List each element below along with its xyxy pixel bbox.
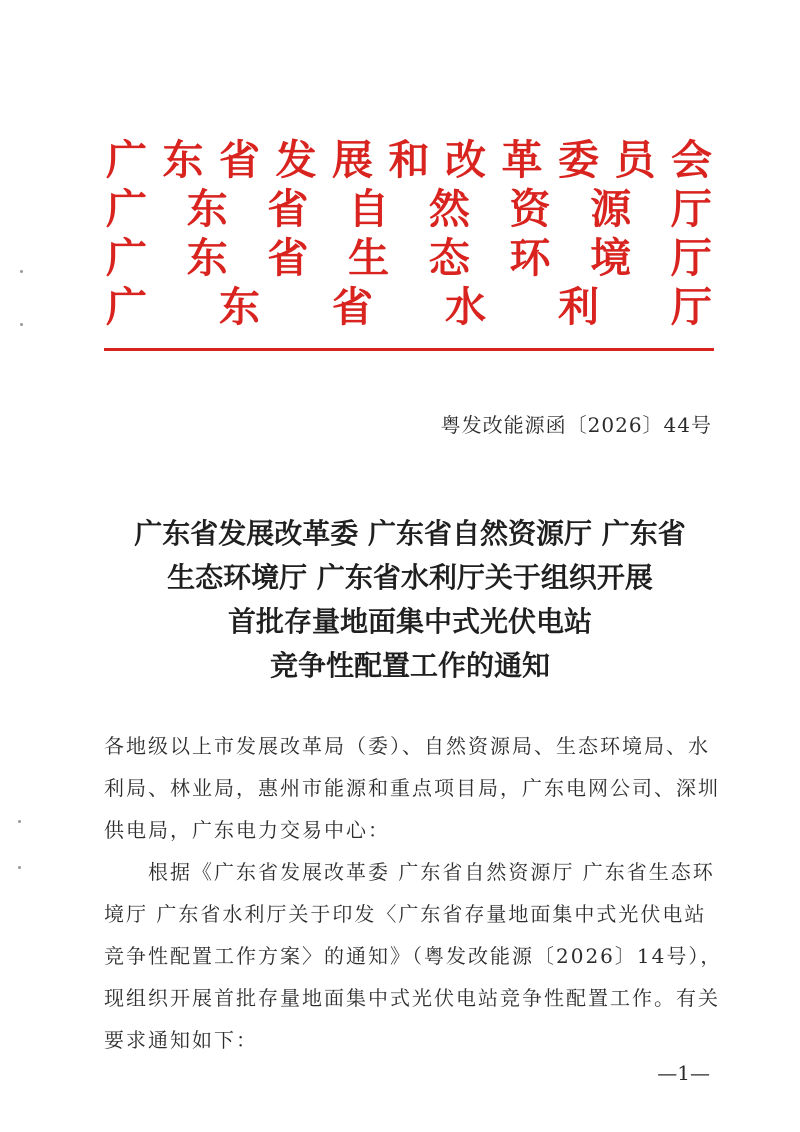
title-line: 广东省发展改革委 广东省自然资源厅 广东省 <box>134 517 686 550</box>
issuer-char: 境 <box>590 233 632 282</box>
issuer-char: 和 <box>388 135 430 184</box>
issuer-char: 发 <box>275 135 317 184</box>
issuer-char: 委 <box>558 135 599 184</box>
body-line: 要求通知如下： <box>104 1028 258 1052</box>
red-divider <box>104 348 714 351</box>
issuer-char: 环 <box>509 233 551 282</box>
body-line: 各地级以上市发展改革局（委）、自然资源局、生态环境局、水 <box>104 734 710 758</box>
issuer-char: 厅 <box>671 282 712 331</box>
issuer-char: 生 <box>348 233 390 282</box>
scan-speck <box>18 820 21 823</box>
issuer-char: 资 <box>509 184 551 233</box>
issuer-char: 员 <box>614 135 656 184</box>
issuer-char: 省 <box>267 184 309 233</box>
issuer-char: 改 <box>445 135 486 184</box>
issuer-char: 利 <box>558 282 599 331</box>
title-line: 首批存量地面集中式光伏电站 <box>227 605 592 638</box>
issuer-char: 广 <box>106 135 147 184</box>
body-line: 根据《广东省发展改革委 广东省自然资源厅 广东省生态环 <box>148 860 715 884</box>
document-number: 粤发改能源函〔2026〕44号 <box>440 413 712 437</box>
issuer-char: 厅 <box>670 184 712 233</box>
scan-speck <box>18 866 21 869</box>
issuer-char: 态 <box>428 233 470 282</box>
page-number: —1— <box>657 1061 710 1085</box>
title-line: 竞争性配置工作的通知 <box>269 649 550 682</box>
issuer-char: 广 <box>106 233 147 282</box>
issuer-char: 然 <box>428 184 470 233</box>
scan-speck <box>20 270 23 273</box>
issuer-char: 省 <box>267 233 309 282</box>
document-body <box>104 725 723 1061</box>
scan-speck <box>20 323 23 326</box>
body-line: 供电局，广东电力交易中心： <box>104 818 390 842</box>
body-line: 境厅 广东省水利厅关于印发〈广东省存量地面集中式光伏电站 <box>104 902 707 926</box>
issuer-char: 广 <box>106 184 147 233</box>
issuer-char: 东 <box>162 135 204 184</box>
issuer-line-4 <box>106 278 712 336</box>
issuer-char: 会 <box>671 135 712 184</box>
issuer-char: 东 <box>186 233 228 282</box>
issuer-char: 广 <box>106 282 147 331</box>
document-title <box>100 512 720 688</box>
body-line: 竞争性配置工作方案〉的通知》（粤发改能源〔2026〕14号）， <box>104 944 723 968</box>
body-line: 利局、林业局，惠州市能源和重点项目局，广东电网公司、深圳 <box>104 776 720 800</box>
issuer-char: 省 <box>219 135 260 184</box>
issuer-char: 展 <box>332 135 373 184</box>
issuer-char: 水 <box>445 282 486 331</box>
title-line: 生态环境厅 广东省水利厅关于组织开展 <box>167 561 653 594</box>
issuer-char: 革 <box>501 135 543 184</box>
issuer-char: 厅 <box>670 233 712 282</box>
body-line: 现组织开展首批存量地面集中式光伏电站竞争性配置工作。有关 <box>104 986 720 1010</box>
issuer-char: 源 <box>590 184 632 233</box>
issuer-char: 省 <box>332 282 373 331</box>
issuer-char: 东 <box>219 282 260 331</box>
issuer-char: 自 <box>348 184 390 233</box>
issuer-char: 东 <box>186 184 228 233</box>
